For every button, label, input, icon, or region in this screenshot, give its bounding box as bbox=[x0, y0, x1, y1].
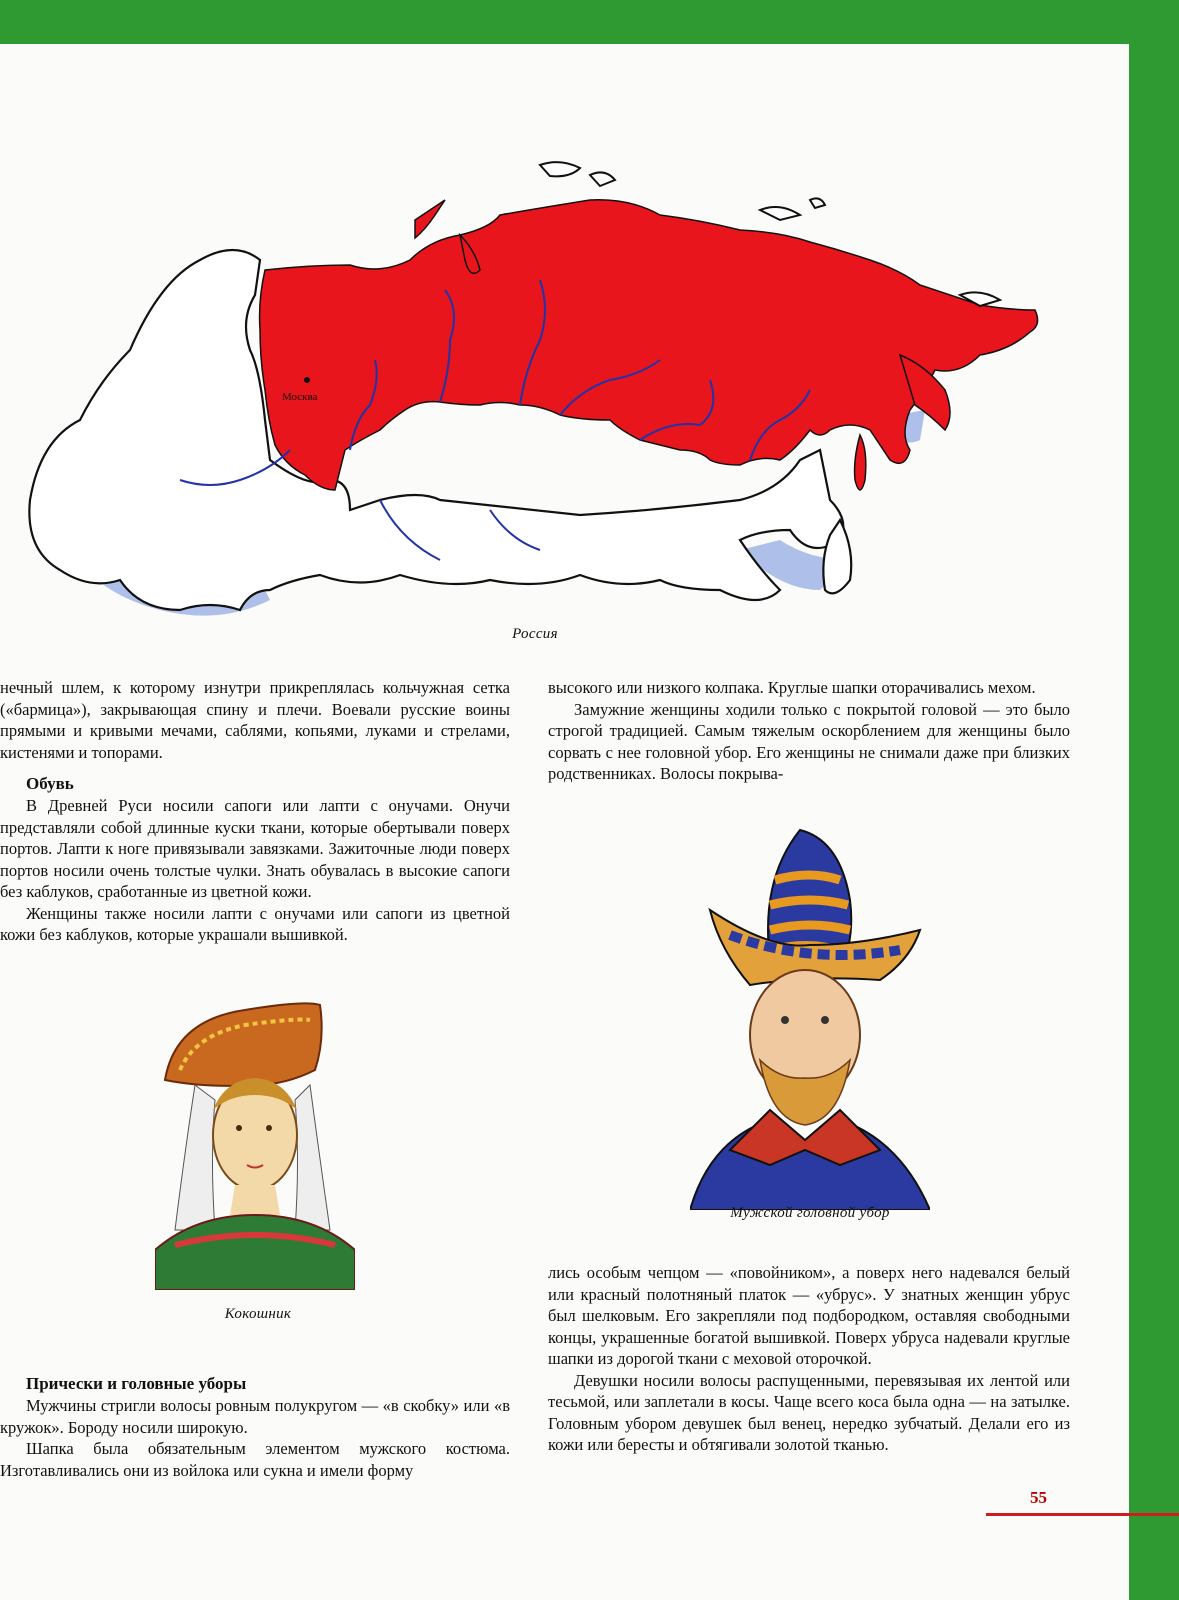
russia-territory bbox=[260, 200, 1038, 490]
russia-map bbox=[20, 120, 1070, 630]
heading-shoes: Обувь bbox=[26, 774, 74, 793]
paragraph-hat: Шапка была обязательным элементом мужского костюма. Изготавливались они из войлока или сукна и имели форму bbox=[0, 1439, 510, 1480]
paragraph-armor: нечный шлем, к которому изнутри прикреплялась кольчужная сетка («бармица»), закрывающая спину и плечи. Воевали русские воины прямыми и кривыми мечами, саблями, копьями, луками и стрелами, кистенями и топорами. bbox=[0, 678, 510, 762]
page-number: 55 bbox=[1030, 1488, 1047, 1507]
paragraph-hair: Мужчины стригли волосы ровным полукругом — «в скобку» или «в кружок». Бороду носили широкую. bbox=[0, 1396, 510, 1437]
page-number-rule bbox=[986, 1513, 1179, 1516]
right-column-bottom bbox=[548, 1262, 1070, 1456]
paragraph-povoinik: лись особым чепцом — «повойником», а поверх него надевался белый или красный полотняный платок — «убрус». У знатных женщин убрус был шелковым. Его закрепляли под подбородком, оставляя свободными концы, украшенные богатой вышивкой. Поверх убруса надевали круглые шапки из дорогой ткани с меховой оторочкой. bbox=[548, 1263, 1070, 1368]
kokoshnik-caption: Кокошник bbox=[224, 1306, 292, 1322]
moscow-label: Москва bbox=[282, 391, 318, 403]
moscow-marker bbox=[304, 377, 310, 383]
heading-hair: Прически и головные уборы bbox=[26, 1374, 247, 1393]
man-headdress-caption: Мужской головной убор bbox=[730, 1205, 890, 1221]
paragraph-shoes: В Древней Руси носили сапоги или лапти с онучами. Онучи представляли собой длинные куски ткани, которые обертывали поверх портов. Лапти к ноге привязывали завязками. Зажиточные люди поверх портов носили очень толстые чулки. Знать обувалась в высокие сапоги без каблуков, сработанные из цветной кожи. bbox=[0, 796, 510, 901]
paragraph-women-shoes: Женщины также носили лапти с онучами или сапоги из цветной кожи без каблуков, которые украшали вышивкой. bbox=[0, 903, 510, 944]
man-headdress-illustration bbox=[690, 820, 930, 1210]
left-column-bottom bbox=[0, 1373, 510, 1481]
paragraph-hat-cont: высокого или низкого колпака. Круглые шапки оторачивались мехом. bbox=[548, 678, 1036, 697]
map-caption: Россия bbox=[512, 626, 558, 642]
kokoshnik-illustration bbox=[155, 1000, 355, 1290]
left-column-top bbox=[0, 677, 510, 946]
paragraph-girls: Девушки носили волосы распущенными, перевязывая их лентой или тесьмой, или заплетали в косы. Чаще всего коса была одна — на затылке. Головным убором девушек был венец, нередко зубчатый. Делали его из кожи или бересты и обтягивали золотой тканью. bbox=[548, 1370, 1070, 1454]
right-column-top bbox=[548, 677, 1070, 785]
right-green-border bbox=[1129, 0, 1179, 1600]
paragraph-married-women: Замужние женщины ходили только с покрытой головой — это было строгой традицией. Самым тяжелым оскорблением для женщины было сорвать с нее головной убор. Его женщины не снимали даже при близких родственниках. Волосы покрыва- bbox=[548, 699, 1070, 783]
top-green-border bbox=[0, 0, 1179, 44]
